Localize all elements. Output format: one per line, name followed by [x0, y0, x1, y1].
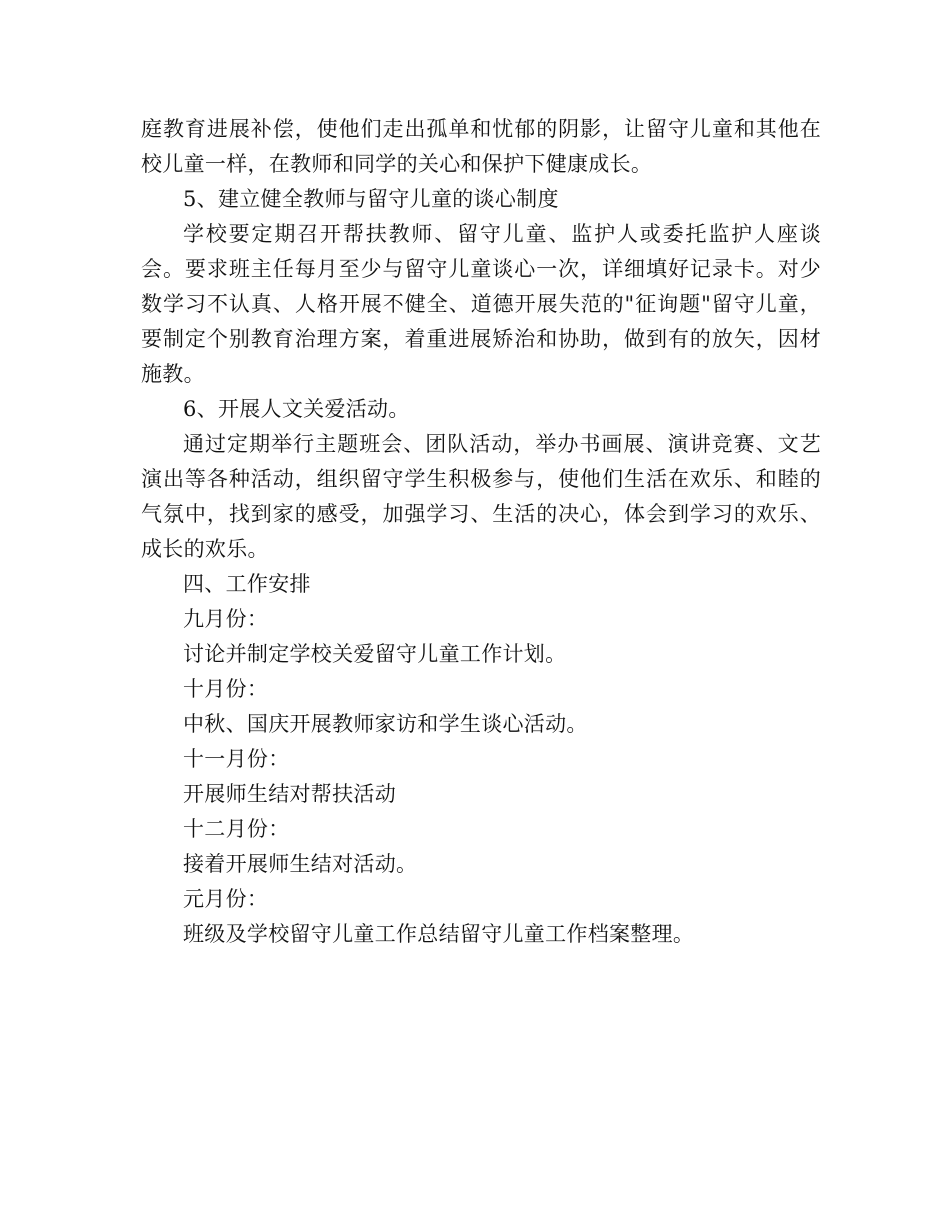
section-heading-schedule: 四、工作安排	[183, 572, 311, 596]
schedule-item-january: 班级及学校留守儿童工作总结留守儿童工作档案整理。	[183, 922, 695, 946]
schedule-item-december: 接着开展师生结对活动。	[183, 852, 418, 876]
schedule-month-december: 十二月份：	[183, 817, 290, 841]
document-body	[141, 112, 821, 952]
schedule-item-november: 开展师生结对帮扶活动	[183, 782, 396, 806]
schedule-month-january: 元月份：	[183, 887, 269, 911]
schedule-item-october: 中秋、国庆开展教师家访和学生谈心活动。	[183, 712, 588, 736]
schedule-month-november: 十一月份：	[183, 747, 290, 771]
section-heading-5: 5、建立健全教师与留守儿童的谈心制度	[183, 187, 559, 211]
paragraph-activities: 通过定期举行主题班会、团队活动，举办书画展、演讲竞赛、文艺演出等各种活动，组织留守学生积极参与，使他们生活在欢乐、和睦的气氛中，找到家的感受，加强学习、生活的决心，体会到学习的欢乐、成长的欢乐。	[141, 432, 821, 561]
schedule-month-september: 九月份：	[183, 607, 269, 631]
schedule-item-september: 讨论并制定学校关爱留守儿童工作计划。	[183, 642, 567, 666]
schedule-month-october: 十月份：	[183, 677, 269, 701]
paragraph-talk-system: 学校要定期召开帮扶教师、留守儿童、监护人或委托监护人座谈会。要求班主任每月至少与留守儿童谈心一次，详细填好记录卡。对少数学习不认真、人格开展不健全、道德开展失范的"征询题"留守儿童，要制定个别教育治理方案，着重进展矫治和协助，做到有的放矢，因材施教。	[141, 222, 821, 386]
section-heading-6: 6、开展人文关爱活动。	[183, 397, 410, 421]
paragraph-continuation: 庭教育进展补偿，使他们走出孤单和忧郁的阴影，让留守儿童和其他在校儿童一样，在教师和同学的关心和保护下健康成长。	[141, 117, 821, 176]
